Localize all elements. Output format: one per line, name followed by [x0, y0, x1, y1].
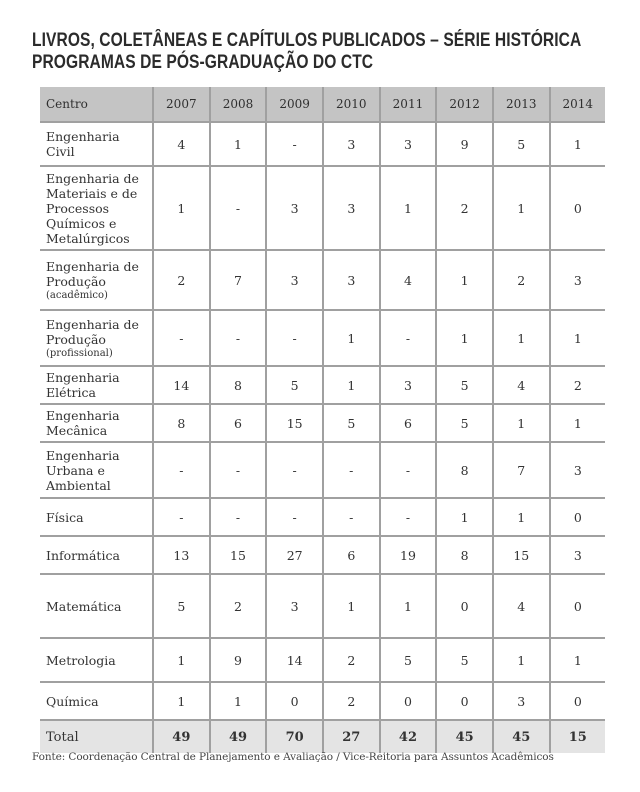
value-cell: 6 [323, 536, 380, 574]
header-year: 2007 [153, 87, 210, 122]
value-cell: 14 [153, 366, 210, 404]
total-value: 15 [550, 720, 605, 753]
value-cell: - [380, 310, 437, 366]
value-cell: 3 [266, 250, 323, 310]
value-cell: 1 [550, 404, 605, 442]
value-cell: 13 [153, 536, 210, 574]
value-cell: 15 [210, 536, 267, 574]
value-cell: 5 [153, 574, 210, 638]
value-cell: - [323, 442, 380, 498]
centro-name: Informática [46, 547, 120, 563]
row-centro [40, 574, 153, 638]
value-cell: 1 [550, 122, 605, 166]
value-cell: 1 [323, 310, 380, 366]
centro-name: Física [46, 509, 84, 525]
title-line-2: PROGRAMAS DE PÓS-GRADUAÇÃO DO CTC [32, 52, 374, 73]
value-cell: 0 [550, 498, 605, 536]
row-centro [40, 404, 153, 442]
publications-table [40, 87, 605, 753]
total-value: 42 [380, 720, 437, 753]
row-centro [40, 310, 153, 366]
row-centro [40, 366, 153, 404]
value-cell: 4 [493, 574, 550, 638]
total-value: 49 [210, 720, 267, 753]
page-title [32, 30, 581, 74]
row-centro [40, 498, 153, 536]
value-cell: 8 [210, 366, 267, 404]
value-cell: 5 [266, 366, 323, 404]
total-label: Total [40, 720, 153, 753]
value-cell: 0 [436, 574, 493, 638]
value-cell: 1 [493, 166, 550, 250]
value-cell: 8 [436, 442, 493, 498]
value-cell: 5 [380, 638, 437, 682]
table-row [40, 638, 605, 682]
value-cell: 1 [493, 498, 550, 536]
value-cell: 3 [323, 250, 380, 310]
value-cell: 0 [380, 682, 437, 720]
row-centro [40, 442, 153, 498]
value-cell: 15 [493, 536, 550, 574]
value-cell: 19 [380, 536, 437, 574]
row-centro [40, 638, 153, 682]
value-cell: 5 [493, 122, 550, 166]
value-cell: 2 [323, 638, 380, 682]
value-cell: 3 [380, 366, 437, 404]
header-centro: Centro [40, 87, 153, 122]
value-cell: 2 [153, 250, 210, 310]
value-cell: - [153, 442, 210, 498]
value-cell: 7 [210, 250, 267, 310]
centro-subtitle: (profissional) [46, 347, 113, 359]
value-cell: 1 [436, 250, 493, 310]
value-cell: 3 [266, 166, 323, 250]
value-cell: 3 [550, 250, 605, 310]
value-cell: 2 [550, 366, 605, 404]
value-cell: 0 [550, 166, 605, 250]
row-centro [40, 536, 153, 574]
row-centro [40, 166, 153, 250]
value-cell: 2 [210, 574, 267, 638]
value-cell: 1 [436, 310, 493, 366]
value-cell: 4 [380, 250, 437, 310]
value-cell: - [266, 498, 323, 536]
total-row [40, 720, 605, 753]
value-cell: 0 [550, 574, 605, 638]
value-cell: 3 [266, 574, 323, 638]
value-cell: 3 [550, 442, 605, 498]
value-cell: 0 [436, 682, 493, 720]
value-cell: 2 [436, 166, 493, 250]
centro-name: Engenharia de Produção [46, 316, 139, 347]
value-cell: 1 [153, 682, 210, 720]
table-row [40, 122, 605, 166]
value-cell: 1 [153, 638, 210, 682]
table-row [40, 442, 605, 498]
value-cell: - [266, 442, 323, 498]
centro-name: Química [46, 693, 99, 709]
value-cell: 9 [436, 122, 493, 166]
value-cell: 2 [493, 250, 550, 310]
value-cell: - [380, 442, 437, 498]
table-row [40, 498, 605, 536]
table-row [40, 536, 605, 574]
value-cell: 9 [210, 638, 267, 682]
centro-name: Metrologia [46, 652, 116, 668]
value-cell: 1 [323, 574, 380, 638]
value-cell: - [210, 166, 267, 250]
centro-name: Engenharia de Materiais e de Processos Químicos e Metalúrgicos [46, 170, 139, 246]
value-cell: 8 [153, 404, 210, 442]
value-cell: 1 [210, 682, 267, 720]
centro-name: Engenharia Urbana e Ambiental [46, 447, 120, 493]
centro-name: Matemática [46, 598, 122, 614]
header-year: 2009 [266, 87, 323, 122]
value-cell: 1 [493, 638, 550, 682]
value-cell: 3 [550, 536, 605, 574]
value-cell: 27 [266, 536, 323, 574]
value-cell: 5 [323, 404, 380, 442]
row-centro [40, 682, 153, 720]
value-cell: 2 [323, 682, 380, 720]
value-cell: 1 [436, 498, 493, 536]
row-centro [40, 122, 153, 166]
value-cell: 8 [436, 536, 493, 574]
header-year: 2011 [380, 87, 437, 122]
title-line-1: LIVROS, COLETÂNEAS E CAPÍTULOS PUBLICADOS – SÉRIE HISTÓRICA [32, 30, 582, 51]
value-cell: 3 [323, 122, 380, 166]
value-cell: - [380, 498, 437, 536]
value-cell: 3 [323, 166, 380, 250]
table-header-row [40, 87, 605, 122]
table-row [40, 310, 605, 366]
value-cell: 0 [550, 682, 605, 720]
value-cell: 5 [436, 404, 493, 442]
value-cell: 1 [380, 166, 437, 250]
value-cell: 1 [493, 404, 550, 442]
centro-name: Engenharia de Produção [46, 258, 139, 289]
centro-name: Engenharia Civil [46, 129, 120, 159]
centro-subtitle: (acadêmico) [46, 289, 108, 301]
value-cell: 6 [380, 404, 437, 442]
value-cell: - [210, 498, 267, 536]
value-cell: 1 [323, 366, 380, 404]
value-cell: 5 [436, 366, 493, 404]
value-cell: 1 [210, 122, 267, 166]
table-row [40, 250, 605, 310]
value-cell: 4 [153, 122, 210, 166]
value-cell: 0 [266, 682, 323, 720]
total-value: 45 [436, 720, 493, 753]
source-note: Fonte: Coordenação Central de Planejamento e Avaliação / Vice-Reitoria para Assuntos Acadêmicos [32, 751, 554, 763]
value-cell: 1 [550, 638, 605, 682]
value-cell: 1 [493, 310, 550, 366]
value-cell: - [323, 498, 380, 536]
value-cell: - [266, 310, 323, 366]
header-year: 2012 [436, 87, 493, 122]
header-year: 2013 [493, 87, 550, 122]
value-cell: 15 [266, 404, 323, 442]
total-value: 70 [266, 720, 323, 753]
value-cell: 3 [493, 682, 550, 720]
value-cell: - [153, 498, 210, 536]
value-cell: 14 [266, 638, 323, 682]
table-row [40, 574, 605, 638]
header-year: 2014 [550, 87, 605, 122]
table-row [40, 404, 605, 442]
value-cell: 5 [436, 638, 493, 682]
value-cell: - [210, 442, 267, 498]
value-cell: 1 [550, 310, 605, 366]
table-row [40, 366, 605, 404]
table-row [40, 682, 605, 720]
header-year: 2010 [323, 87, 380, 122]
value-cell: 3 [380, 122, 437, 166]
centro-name: Engenharia Elétrica [46, 370, 120, 400]
row-centro [40, 250, 153, 310]
header-year: 2008 [210, 87, 267, 122]
value-cell: - [210, 310, 267, 366]
total-value: 45 [493, 720, 550, 753]
value-cell: 7 [493, 442, 550, 498]
value-cell: 6 [210, 404, 267, 442]
total-value: 49 [153, 720, 210, 753]
table-row [40, 166, 605, 250]
value-cell: - [266, 122, 323, 166]
value-cell: 1 [380, 574, 437, 638]
value-cell: 4 [493, 366, 550, 404]
value-cell: - [153, 310, 210, 366]
value-cell: 1 [153, 166, 210, 250]
centro-name: Engenharia Mecânica [46, 408, 120, 438]
total-value: 27 [323, 720, 380, 753]
